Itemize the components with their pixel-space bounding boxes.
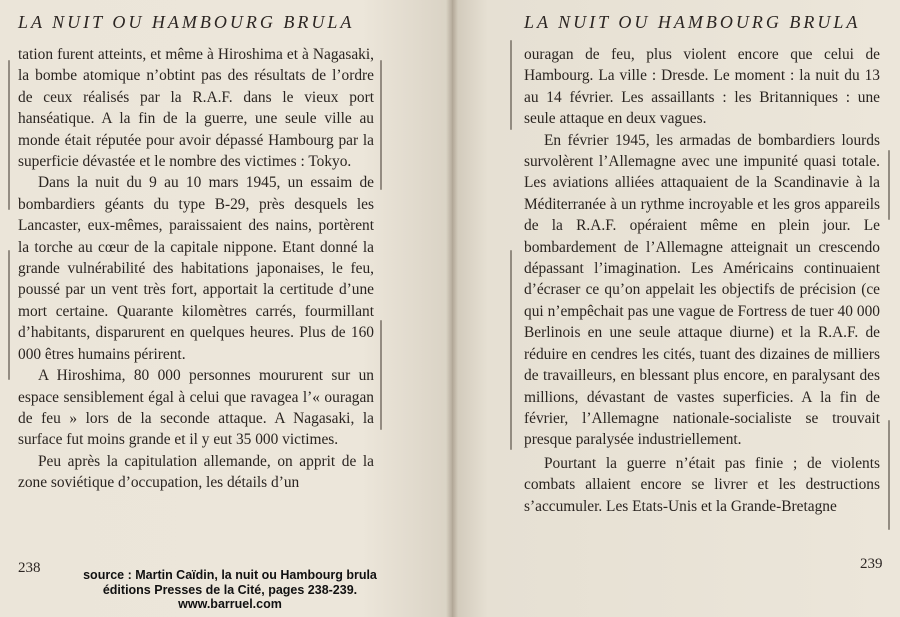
paragraph: Peu après la capitulation allemande, on apprit de la zone soviétique d’occupation, les détails d’un (18, 452, 374, 492)
paragraph: En février 1945, les armadas de bombardiers lourds survolèrent l’Allemagne avec une impunité quasi totale. Les aviations alliées attaquaient de la Scandinavie à la Méditerranée à un rythme incroyable et les gros appareils de la R.A.F. opéraient même en plein jour. Le bombardement de l’Allemagne atteignait un crescendo dépassant l’imagination. Les Américains continuaient d’écraser ce qu’on appelait les objectifs de précision (ce qui n’empêchait pas une vague de Fortress de tuer 40 000 Berlinois en une seule attaque diurne) et la R.A.F. de réduire en cendres les cités, tuant des dizaines de milliers de travailleurs, en blessant plus encore, en paralysant des millions, dévastant de vastes superficies. A la fin de février, l’Allemagne nationale-socialiste se trouvait presque paralysée industriellement. (524, 131, 880, 449)
left-page-number: 238 (18, 560, 41, 576)
pencil-margin-mark (380, 60, 382, 190)
right-page (452, 0, 900, 617)
right-page-number: 239 (860, 556, 883, 572)
paragraph: ouragan de feu, plus violent encore que celui de Hambourg. La ville : Dresde. Le moment : la nuit du 13 au 14 février. Les assaillants : les Britanniques : une seule attaque en deux vagues. (524, 46, 880, 128)
source-line: source : Martin Caïdin, la nuit ou Hambourg brula (83, 568, 377, 582)
left-running-head: LA NUIT OU HAMBOURG BRULA (18, 12, 355, 32)
pencil-margin-mark (888, 420, 890, 530)
pencil-margin-mark (888, 150, 890, 220)
right-page-text (524, 44, 880, 517)
source-line: éditions Presses de la Cité, pages 238-239. (102, 582, 358, 597)
paragraph: A Hiroshima, 80 000 personnes moururent sur un espace sensiblement égal à celui que ravagea l’« ouragan de feu » lors de la seconde attaque. A Nagasaki, la surface fut moins grande et il y eut 35 000 victimes. (18, 367, 374, 449)
source-url: www.barruel.com (178, 597, 282, 611)
paragraph: Pourtant la guerre n’était pas finie ; de violents combats allaient encore se livrer et les destructions s’accumuler. Les Etats-Unis et la Grande-Bretagne (524, 454, 880, 515)
pencil-margin-mark (510, 250, 512, 450)
book-gutter (446, 0, 458, 617)
pencil-margin-mark (510, 40, 512, 130)
right-running-head: LA NUIT OU HAMBOURG BRULA (524, 12, 861, 32)
pencil-margin-mark (8, 250, 10, 380)
paragraph: Dans la nuit du 9 au 10 mars 1945, un essaim de bombardiers géants du type B-29, près desquels les Lancaster, eux-mêmes, paraissaient des nains, portèrent la torche au cœur de la capitale nippone. Etant donné la grande vulnérabilité des habitations japonaises, le feu, poussé par un vent très fort, apportait la certitude d’une mort certaine. Quarante kilomètres carrés, fourmillant d’habitants, disparurent en quelques heures. Plus de 160 000 êtres humains périrent. (18, 174, 374, 363)
pencil-margin-mark (8, 60, 10, 210)
paragraph: tation furent atteints, et même à Hiroshima et à Nagasaki, la bombe atomique n’obtint pas des résultats de l’ordre de ceux réalisés par la R.A.F. dans le vieux port hanséatique. A la fin de la guerre, une seule ville au monde était réputée pour avoir dépassé Hambourg par la superficie dévastée et le nombre des victimes : Tokyo. (18, 46, 374, 171)
source-caption (40, 568, 420, 612)
left-page-text (18, 44, 374, 494)
pencil-margin-mark (380, 320, 382, 430)
